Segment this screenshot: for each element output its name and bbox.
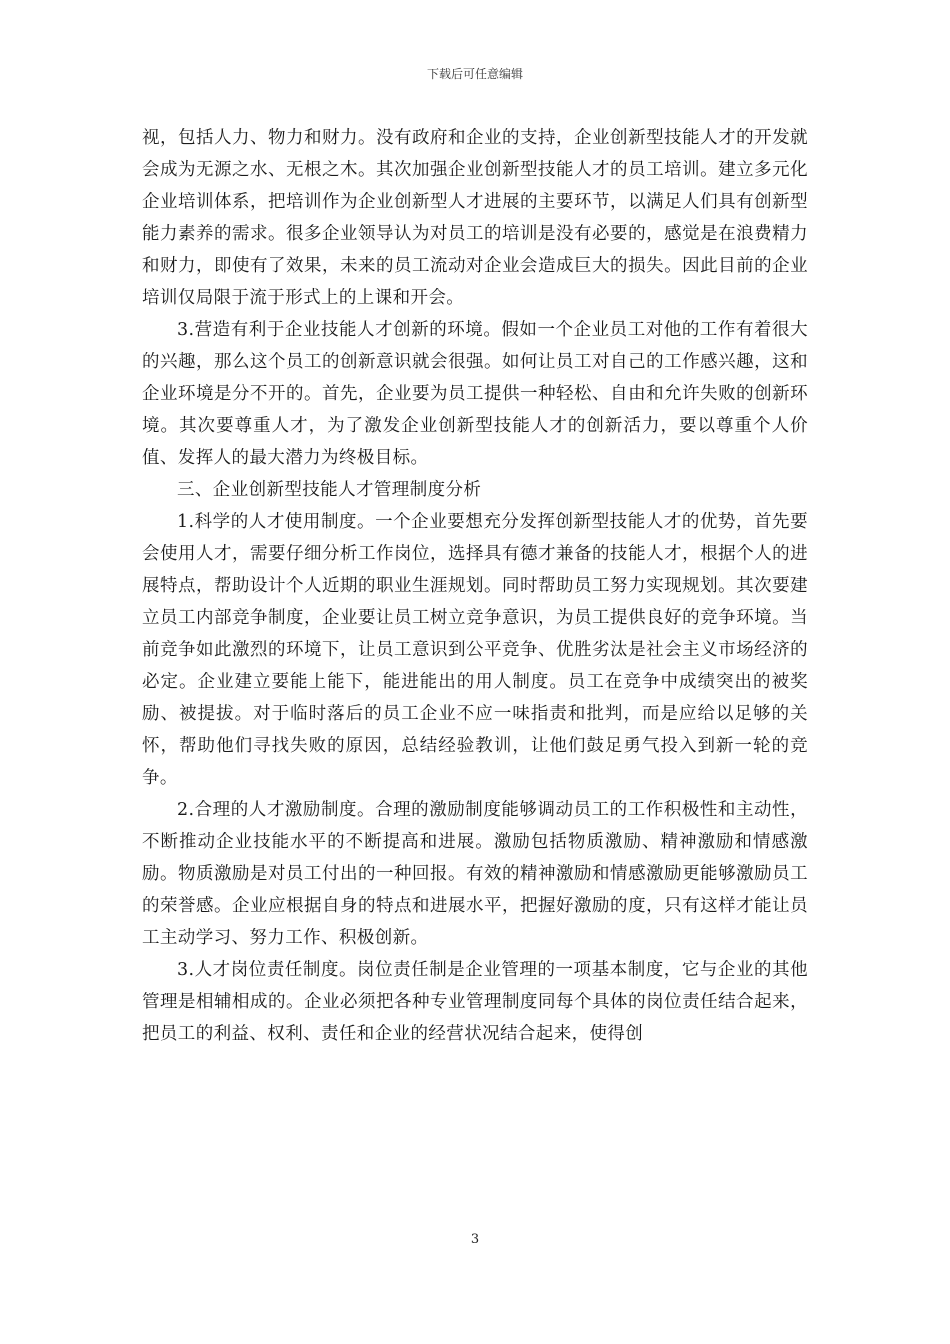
paragraph-section-3-2: 2.合理的人才激励制度。合理的激励制度能够调动员工的工作积极性和主动性，不断推动企业技能水平的不断提高和进展。激励包括物质激励、精神激励和情感激励。物质激励是对员工付出的一种回报。有效的精神激励和情感激励更能够激励员工的荣誉感。企业应根据自身的特点和进展水平，把握好激励的度，只有这样才能让员工主动学习、努力工作、积极创新。 (142, 800, 808, 948)
paragraph-section-2-3: 3.营造有利于企业技能人才创新的环境。假如一个企业员工对他的工作有着很大的兴趣，那么这个员工的创新意识就会很强。如何让员工对自己的工作感兴趣，这和企业环境是分不开的。首先，企业要为员工提供一种轻松、自由和允许失败的创新环境。其次要尊重人才，为了激发企业创新型技能人才的创新活力，要以尊重个人价值、发挥人的最大潜力为终极目标。 (142, 320, 808, 468)
section-heading-3: 三、企业创新型技能人才管理制度分析 (177, 480, 482, 500)
document-body (142, 122, 808, 1050)
paragraph-section-3-3: 3.人才岗位责任制度。岗位责任制是企业管理的一项基本制度，它与企业的其他管理是相辅相成的。企业必须把各种专业管理制度同每个具体的岗位责任结合起来，把员工的利益、权利、责任和企业的经营状况结合起来，使得创 (142, 960, 808, 1044)
page-header: 下载后可任意编辑 (426, 67, 523, 81)
page-number: 3 (470, 1232, 480, 1247)
paragraph-section-3-1: 1.科学的人才使用制度。一个企业要想充分发挥创新型技能人才的优势，首先要会使用人才，需要仔细分析工作岗位，选择具有德才兼备的技能人才，根据个人的进展特点，帮助设计个人近期的职业生涯规划。同时帮助员工努力实现规划。其次要建立员工内部竞争制度，企业要让员工树立竞争意识，为员工提供良好的竞争环境。当前竞争如此激烈的环境下，让员工意识到公平竞争、优胜劣汰是社会主义市场经济的必定。企业建立要能上能下，能进能出的用人制度。员工在竞争中成绩突出的被奖励、被提拔。对于临时落后的员工企业不应一味指责和批判，而是应给以足够的关怀，帮助他们寻找失败的原因，总结经验教训，让他们鼓足勇气投入到新一轮的竞争。 (142, 512, 808, 788)
paragraph-continuation: 视，包括人力、物力和财力。没有政府和企业的支持，企业创新型技能人才的开发就会成为无源之水、无根之木。其次加强企业创新型技能人才的员工培训。建立多元化企业培训体系，把培训作为企业创新型人才进展的主要环节，以满足人们具有创新型能力素养的需求。很多企业领导认为对员工的培训是没有必要的，感觉是在浪费精力和财力，即使有了效果，未来的员工流动对企业会造成巨大的损失。因此目前的企业培训仅局限于流于形式上的上课和开会。 (142, 128, 808, 308)
